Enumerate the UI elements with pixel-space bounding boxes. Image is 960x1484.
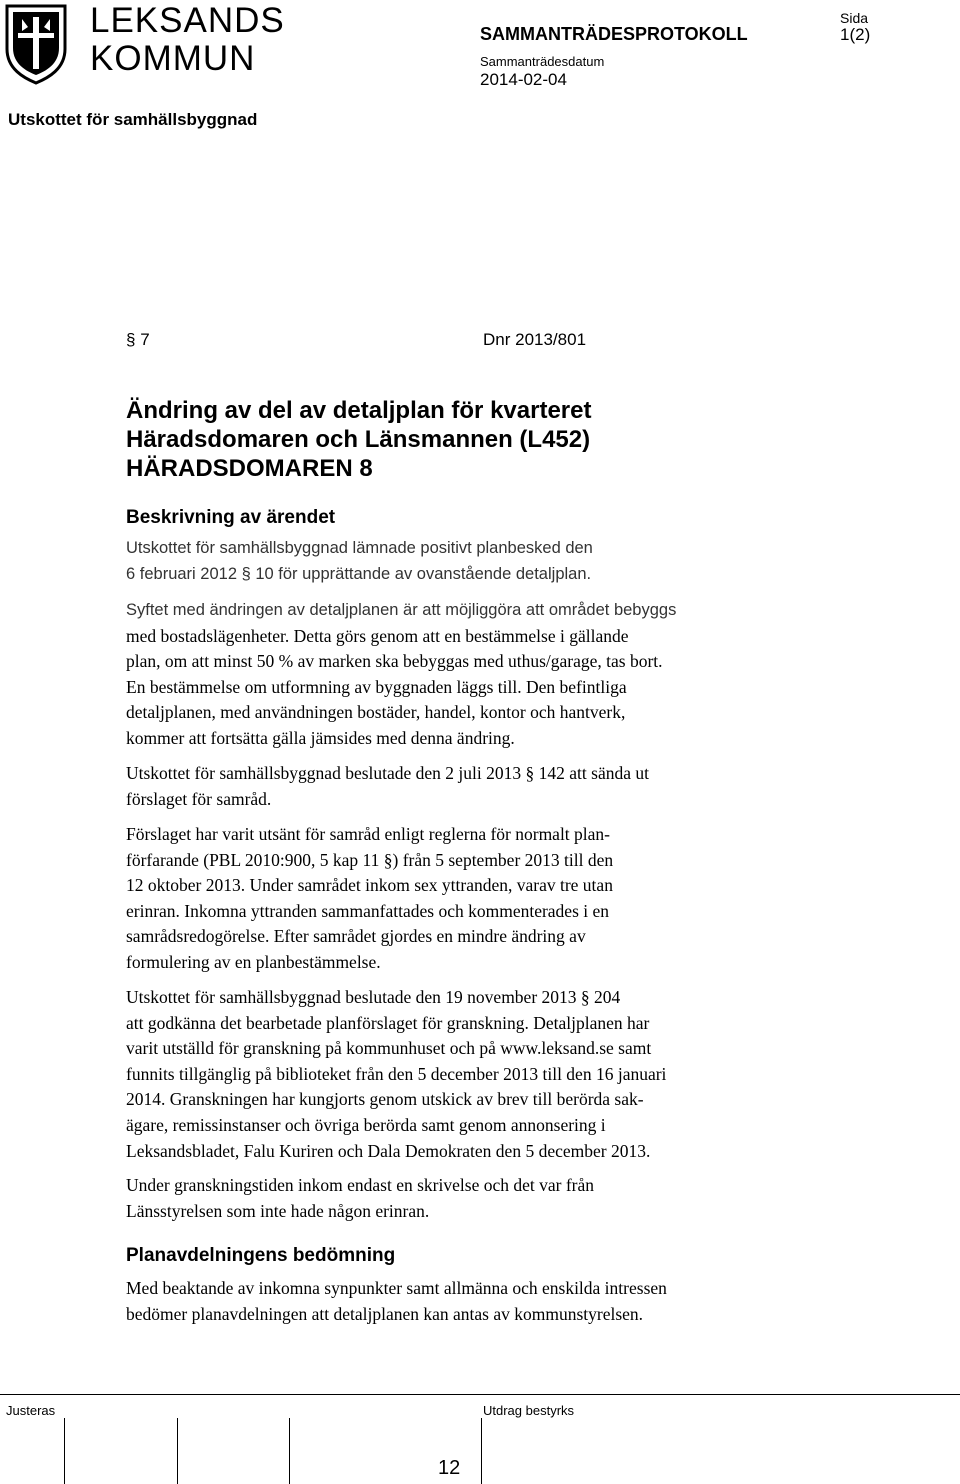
paragraph-number: § 7: [126, 330, 150, 349]
text-line: Utskottet för samhällsbyggnad beslutade den 2 juli 2013 § 142 att sända ut: [126, 763, 649, 783]
text-line: formulering av en planbestämmelse.: [126, 951, 381, 972]
text-line: Med beaktande av inkomna synpunkter samt allmänna och enskilda intressen: [126, 1278, 667, 1298]
utdrag-bestyrks-label: Utdrag bestyrks: [483, 1403, 575, 1418]
text-line: 2014. Granskningen har kungjorts genom utskick av brev till berörda sak-: [126, 1089, 644, 1110]
text-line: med bostadslägenheter. Detta görs genom att en bestämmelse i gällande: [126, 625, 629, 646]
text-line: att godkänna det bearbetade planförslaget för granskning. Detaljplanen har: [126, 1012, 650, 1033]
description-paragraph-4: [126, 822, 846, 976]
section-heading-description: Beskrivning av ärendet: [126, 507, 336, 528]
page-label: Sida: [840, 10, 869, 26]
signature-box-divider: [481, 1418, 482, 1484]
footer-divider: [0, 1394, 960, 1395]
text-line: erinran. Inkomna yttranden sammanfattades och kommenterades i en: [126, 900, 610, 921]
text-line: funnits tillgänglig på biblioteket från den 5 december 2013 till den 16 januari: [126, 1063, 667, 1084]
text-line: varit utställd för granskning på kommunhuset och på www.leksand.se samt: [126, 1038, 652, 1059]
text-line: samrådsredogörelse. Efter samrådet gjordes en mindre ändring av: [126, 926, 586, 947]
committee-name: Utskottet för samhällsbyggnad: [8, 110, 258, 129]
text-line: kommer att fortsätta gälla jämsides med denna ändring.: [126, 727, 515, 748]
case-dnr: Dnr 2013/801: [483, 330, 587, 349]
text-line: bedömer planavdelningen att detaljplanen kan antas av kommunstyrelsen.: [126, 1303, 644, 1324]
signature-box-divider: [64, 1418, 65, 1484]
text-line: Syftet med ändringen av detaljplanen är att möjliggöra att området bebyggs: [126, 601, 677, 619]
text-line: förslaget för samråd.: [126, 788, 272, 809]
description-paragraph-5: [126, 985, 846, 1164]
document-type: SAMMANTRÄDESPROTOKOLL: [480, 24, 748, 44]
case-title-line: Ändring av del av detaljplan för kvarteret: [126, 397, 592, 424]
case-title: [126, 396, 826, 483]
text-line: Förslaget har varit utsänt för samråd enligt reglerna för normalt plan-: [126, 824, 611, 844]
description-paragraph-1: [126, 536, 846, 587]
org-name-line1: LEKSANDS: [90, 1, 285, 40]
org-name-line2: KOMMUN: [90, 39, 256, 78]
text-line: Utskottet för samhällsbyggnad beslutade den 19 november 2013 § 204: [126, 987, 621, 1007]
case-title-line: Häradsdomaren och Länsmannen (L452): [126, 426, 591, 453]
section-heading-assessment: Planavdelningens bedömning: [126, 1245, 396, 1266]
coat-of-arms-logo-icon: [4, 3, 68, 85]
text-line: ägare, remissinstanser och övriga berörda samt genom annonsering i: [126, 1114, 606, 1135]
meeting-date-value: 2014-02-04: [480, 70, 567, 89]
text-line: En bestämmelse om utformning av byggnaden läggs till. Den befintliga: [126, 676, 627, 697]
paragraph-number-value: 7: [140, 330, 150, 349]
text-line: förfarande (PBL 2010:900, 5 kap 11 §) från 5 september 2013 till den: [126, 849, 614, 870]
text-line: detaljplanen, med användningen bostäder, handel, kontor och hantverk,: [126, 702, 626, 723]
text-line: Leksandsbladet, Falu Kuriren och Dala Demokraten den 5 december 2013.: [126, 1140, 651, 1161]
meeting-date-label: Sammanträdesdatum: [480, 54, 605, 69]
description-paragraph-2: [126, 598, 846, 752]
justeras-label: Justeras: [6, 1403, 56, 1418]
text-line: plan, om att minst 50 % av marken ska bebyggas med uthus/garage, tas bort.: [126, 651, 663, 672]
signature-box-divider: [177, 1418, 178, 1484]
page-number: 12: [438, 1457, 461, 1479]
text-line: Utskottet för samhällsbyggnad lämnade positivt planbesked den: [126, 539, 593, 557]
description-paragraph-3: [126, 761, 846, 812]
description-paragraph-6: [126, 1173, 846, 1224]
text-line: 12 oktober 2013. Under samrådet inkom sex yttranden, varav tre utan: [126, 875, 613, 896]
case-title-line: HÄRADSDOMAREN 8: [126, 455, 373, 482]
text-line: Under granskningstiden inkom endast en skrivelse och det var från: [126, 1175, 594, 1195]
assessment-paragraph: [126, 1276, 846, 1327]
text-line: Länsstyrelsen som inte hade någon erinran.: [126, 1200, 430, 1221]
page-value: 1(2): [840, 25, 871, 44]
text-line: 6 februari 2012 § 10 för upprättande av ovanstående detaljplan.: [126, 564, 592, 583]
signature-box-divider: [289, 1418, 290, 1484]
